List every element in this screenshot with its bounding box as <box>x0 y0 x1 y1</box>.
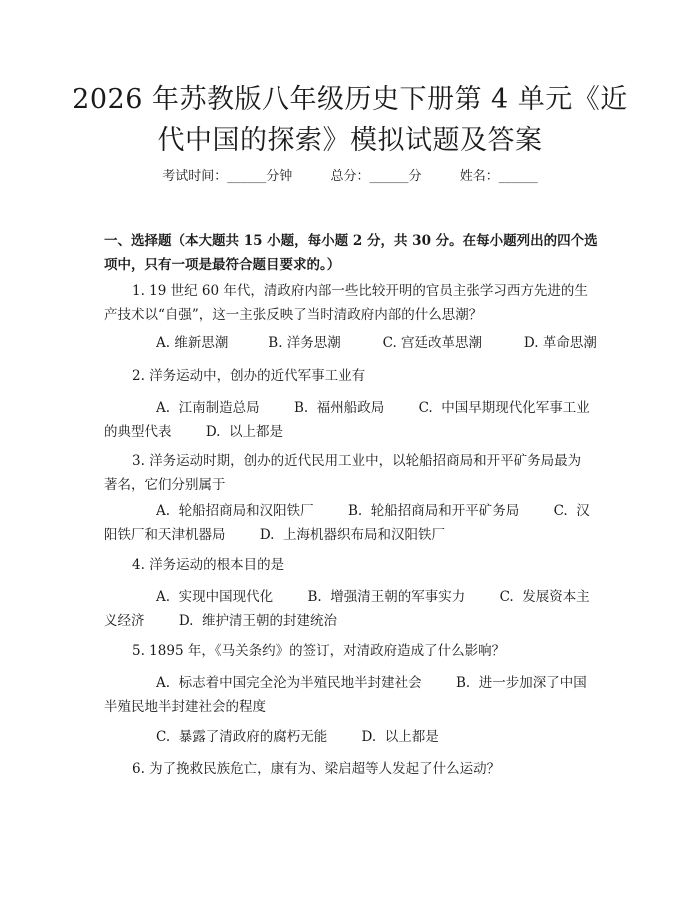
question-5-options-line1: A. 标志着中国完全沦为半殖民地半封建社会 B. 进一步加深了中国 <box>156 675 587 691</box>
exam-time-label: 考试时间：______分钟 <box>162 169 293 184</box>
question-1-option-a: A. 维新思潮 <box>156 335 229 351</box>
question-5-options-line2: 半殖民地半封建社会的程度 <box>104 699 266 715</box>
question-3-options-line1: A. 轮船招商局和汉阳铁厂 B. 轮船招商局和开平矿务局 C. 汉 <box>156 503 590 519</box>
question-2-stem: 2. 洋务运动中，创办的近代军事工业有 <box>132 368 366 384</box>
section-heading <box>104 229 604 277</box>
question-1-option-b: B. 洋务思潮 <box>268 335 341 351</box>
page-title-line2: 代中国的探索》模拟试题及答案 <box>157 125 543 156</box>
question-5-options-line3: C. 暴露了清政府的腐朽无能 D. 以上都是 <box>156 729 439 745</box>
section-heading-line1: 一、选择题（本大题共 15 小题，每小题 2 分，共 30 分。在每小题列出的四个选 <box>104 233 598 249</box>
question-1-option-d: D. 革命思潮 <box>523 335 597 351</box>
question-6-stem: 6. 为了挽救民族危亡，康有为、梁启超等人发起了什么运动？ <box>132 761 501 777</box>
exam-meta <box>0 168 700 186</box>
question-3-options-line2: 阳铁厂和天津机器局 D. 上海机器织布局和汉阳铁厂 <box>104 527 446 543</box>
question-3-stem-line1: 3. 洋务运动时期，创办的近代民用工业中，以轮船招商局和开平矿务局最为 <box>132 453 582 469</box>
question-4-options-line2: 义经济 D. 维护清王朝的封建统治 <box>104 613 338 629</box>
question-1-stem-line1: 1. 19 世纪 60 年代，清政府内部一些比较开明的官员主张学习西方先进的生 <box>132 283 588 299</box>
section-heading-line2: 项中，只有一项是最符合题目要求的。） <box>104 257 341 273</box>
question-2-options-line1: A. 江南制造总局 B. 福州船政局 C. 中国早期现代化军事工业 <box>156 400 590 416</box>
page-title-line1: 2026 年苏教版八年级历史下册第 4 单元《近 <box>72 84 628 115</box>
student-name-label: 姓名：______ <box>459 169 538 184</box>
question-5-stem: 5. 1895 年，《马关条约》的签订，对清政府造成了什么影响？ <box>132 643 506 659</box>
question-4-options-line1: A. 实现中国现代化 B. 增强清王朝的军事实力 C. 发展资本主 <box>156 589 590 605</box>
question-1-options <box>104 331 596 355</box>
total-score-label: 总分：______分 <box>330 169 422 184</box>
question-3-stem <box>104 449 596 497</box>
question-1-option-c: C. 宫廷改革思潮 <box>382 335 483 351</box>
question-1-stem <box>104 279 596 327</box>
question-4-stem: 4. 洋务运动的根本目的是 <box>132 557 285 573</box>
question-3-stem-line2: 著名，它们分别属于 <box>104 477 226 493</box>
question-2-options-line2: 的典型代表 D. 以上都是 <box>104 424 284 440</box>
question-1-stem-line2: 产技术以“自强”，这一主张反映了当时清政府内部的什么思潮？ <box>104 307 483 323</box>
